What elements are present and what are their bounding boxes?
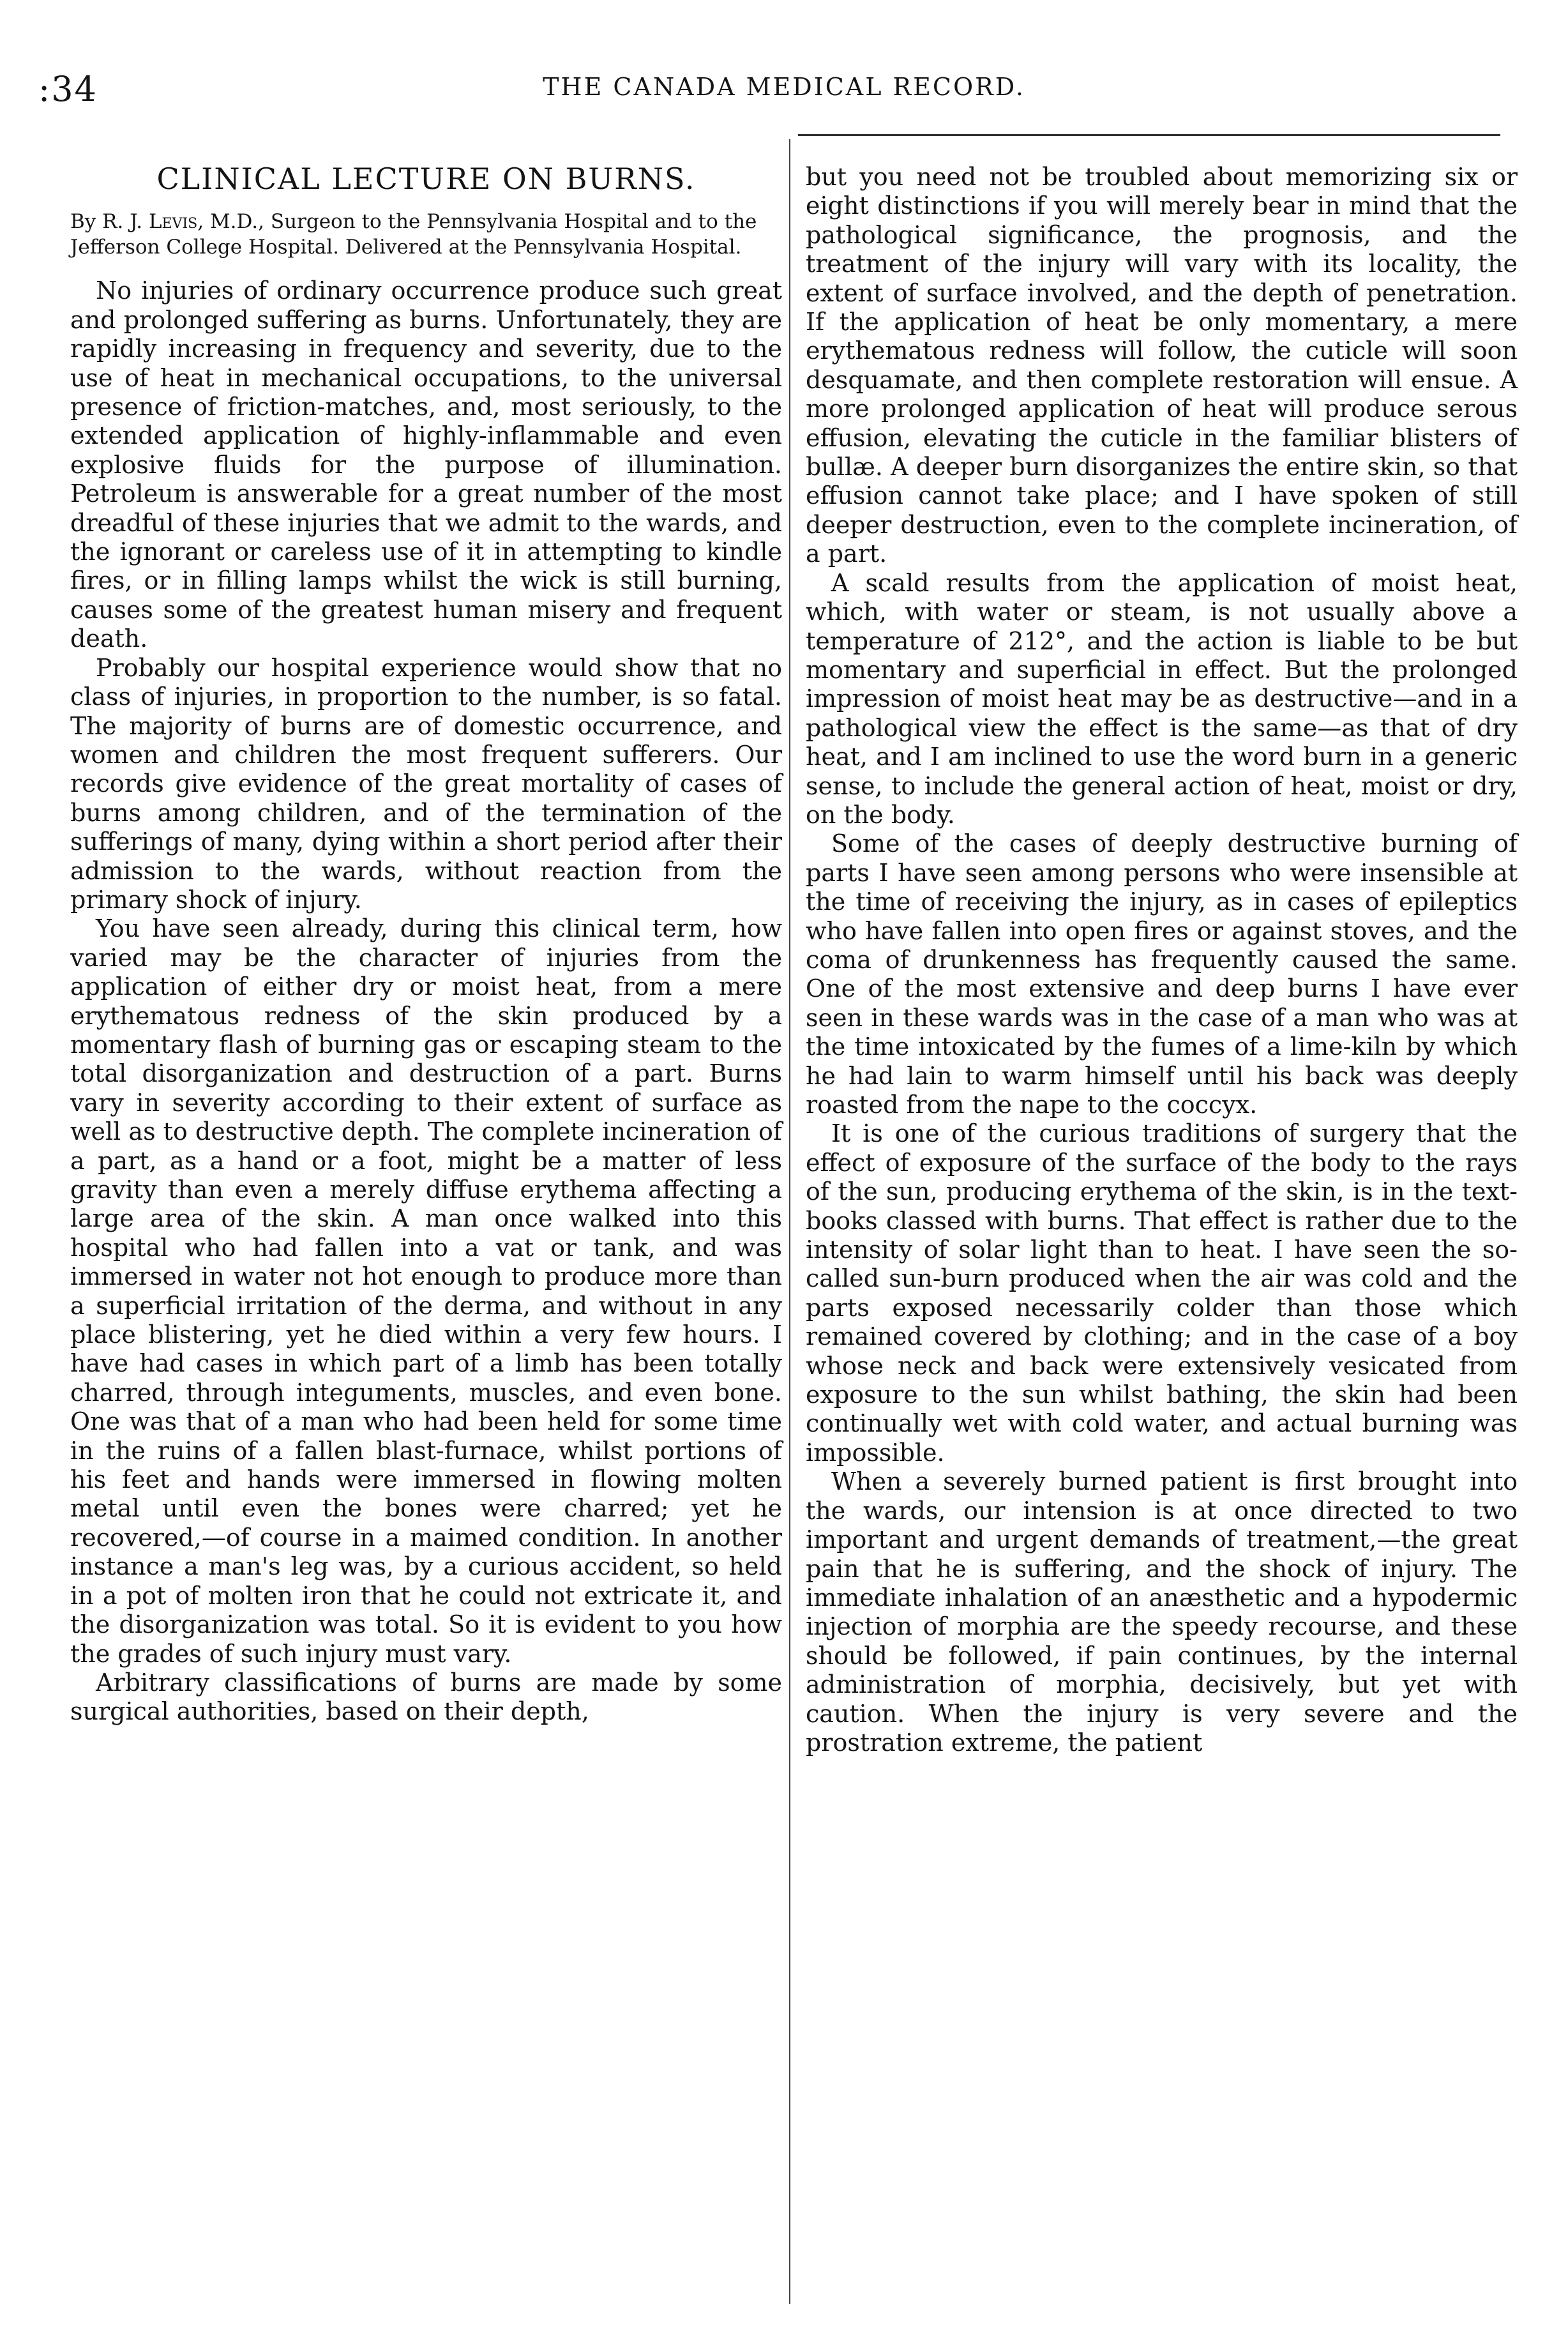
paragraph: but you need not be troubled about memorizing six or eight distinctions if you will merely bear in mind that the pathological significance, the prognosis, and the treatment of the injury will vary with its locality, the extent of surface involved, and the depth of penetration. If the application of heat be only momentary, a mere erythematous redness will follow, the cuticle will soon desquamate, and then complete restoration will ensue. A more prolonged application of heat will produce serous effusion, elevating the cuticle in the familiar blisters of bullæ. A deeper burn disorganizes the entire skin, so that effusion cannot take place; and I have spoken of still deeper destruction, even to the complete incineration, of a part. xyxy=(806,163,1518,568)
page-header xyxy=(38,64,1530,115)
page-number: :34 xyxy=(38,69,98,109)
paragraph: You have seen already, during this clinical term, how varied may be the character of injuries from the application of either dry or moist heat, from a mere erythematous redness of the skin produced by a momentary flash of burning gas or escaping steam to the total disorganization and destruction of a part. Burns vary in severity according to their extent of surface as well as to destructive depth. The complete incineration of a part, as a hand or a foot, might be a matter of less gravity than even a merely diffuse erythema affecting a large area of the skin. A man once walked into this hospital who had fallen into a vat or tank, and was immersed in water not hot enough to produce more than a superficial irritation of the derma, and without in any place blistering, yet he died within a very few hours. I have had cases in which part of a limb has been totally charred, through integuments, muscles, and even bone. One was that of a man who had been held for some time in the ruins of a fallen blast-furnace, whilst portions of his feet and hands were immersed in flowing molten metal until even the bones were charred; yet he recovered,—of course in a maimed condition. In another instance a man's leg was, by a curious accident, so held in a pot of molten iron that he could not extricate it, and the disorganization was total. So it is evident to you how the grades of such injury must vary. xyxy=(70,914,782,1668)
paragraph: A scald results from the application of moist heat, which, with water or steam, is not usually above a temperature of 212°, and the action is liable to be but momentary and superficial in effect. But the prolonged impression of moist heat may be as destructive—and in a pathological view the effect is the same—as that of dry heat, and I am inclined to use the word burn in a generic sense, to include the general action of heat, moist or dry, on the body. xyxy=(806,568,1518,829)
byline-author: Levis xyxy=(148,210,198,234)
paragraph: Probably our hospital experience would show that no class of injuries, in proportion to the number, is so fatal. The majority of burns are of domestic occurrence, and women and children the most frequent sufferers. Our records give evidence of the great mortality of cases of burns among children, and of the termination of the sufferings of many, dying within a short period after their admission to the wards, without reaction from the primary shock of injury. xyxy=(70,653,782,914)
paragraph: When a severely burned patient is first brought into the wards, our intension is at once directed to two important and urgent demands of treatment,—the great pain that he is suffering, and the shock of injury. The immediate inhalation of an anæsthetic and a hypodermic injection of morphia are the speedy recourse, and these should be followed, if pain continues, by the internal administration of morphia, decisively, but yet with caution. When the injury is very severe and the prostration extreme, the patient xyxy=(806,1467,1518,1757)
left-column xyxy=(70,147,782,1727)
article-title: CLINICAL LECTURE ON BURNS. xyxy=(156,162,696,196)
column-divider xyxy=(789,139,790,2304)
header-rule xyxy=(798,134,1500,136)
byline-affiliation: , M.D., Surgeon to the Pennsylvania Hospital and to the Jefferson College Hospital. Delivered at the Pennsylvania Hospital. xyxy=(70,210,757,259)
paragraph: Arbitrary classifications of burns are made by some surgical authorities, based on their depth, xyxy=(70,1668,782,1726)
byline xyxy=(70,209,782,260)
paragraph: Some of the cases of deeply destructive burning of parts I have seen among persons who were insensible at the time of receiving the injury, as in cases of epileptics who have fallen into open fires or against stoves, and the coma of drunkenness has frequently caused the same. One of the most extensive and deep burns I have ever seen in these wards was in the case of a man who was at the time intoxicated by the fumes of a lime-kiln by which he had lain to warm himself until his back was deeply roasted from the nape to the coccyx. xyxy=(806,829,1518,1119)
right-column xyxy=(806,163,1518,1757)
paragraph: It is one of the curious traditions of surgery that the effect of exposure of the surface of the body to the rays of the sun, producing erythema of the skin, is in the text-books classed with burns. That effect is rather due to the intensity of solar light than to heat. I have seen the so-called sun-burn produced when the air was cold and the parts exposed necessarily colder than those which remained covered by clothing; and in the case of a boy whose neck and back were extensively vesicated from exposure to the sun whilst bathing, the skin had been continually wet with cold water, and actual burning was impossible. xyxy=(806,1119,1518,1467)
paragraph: No injuries of ordinary occurrence produce such great and prolonged suffering as burns. Unfortunately, they are rapidly increasing in frequency and severity, due to the use of heat in mechanical occupations, to the universal presence of friction-matches, and, most seriously, to the extended application of highly-inflammable and even explosive fluids for the purpose of illumination. Petroleum is answerable for a great number of the most dreadful of these injuries that we admit to the wards, and the ignorant or careless use of it in attempting to kindle fires, or in filling lamps whilst the wick is still burning, causes some of the greatest human misery and frequent death. xyxy=(70,276,782,653)
running-head: THE CANADA MEDICAL RECORD. xyxy=(543,73,1025,101)
byline-prefix: By R. J. xyxy=(70,210,149,234)
